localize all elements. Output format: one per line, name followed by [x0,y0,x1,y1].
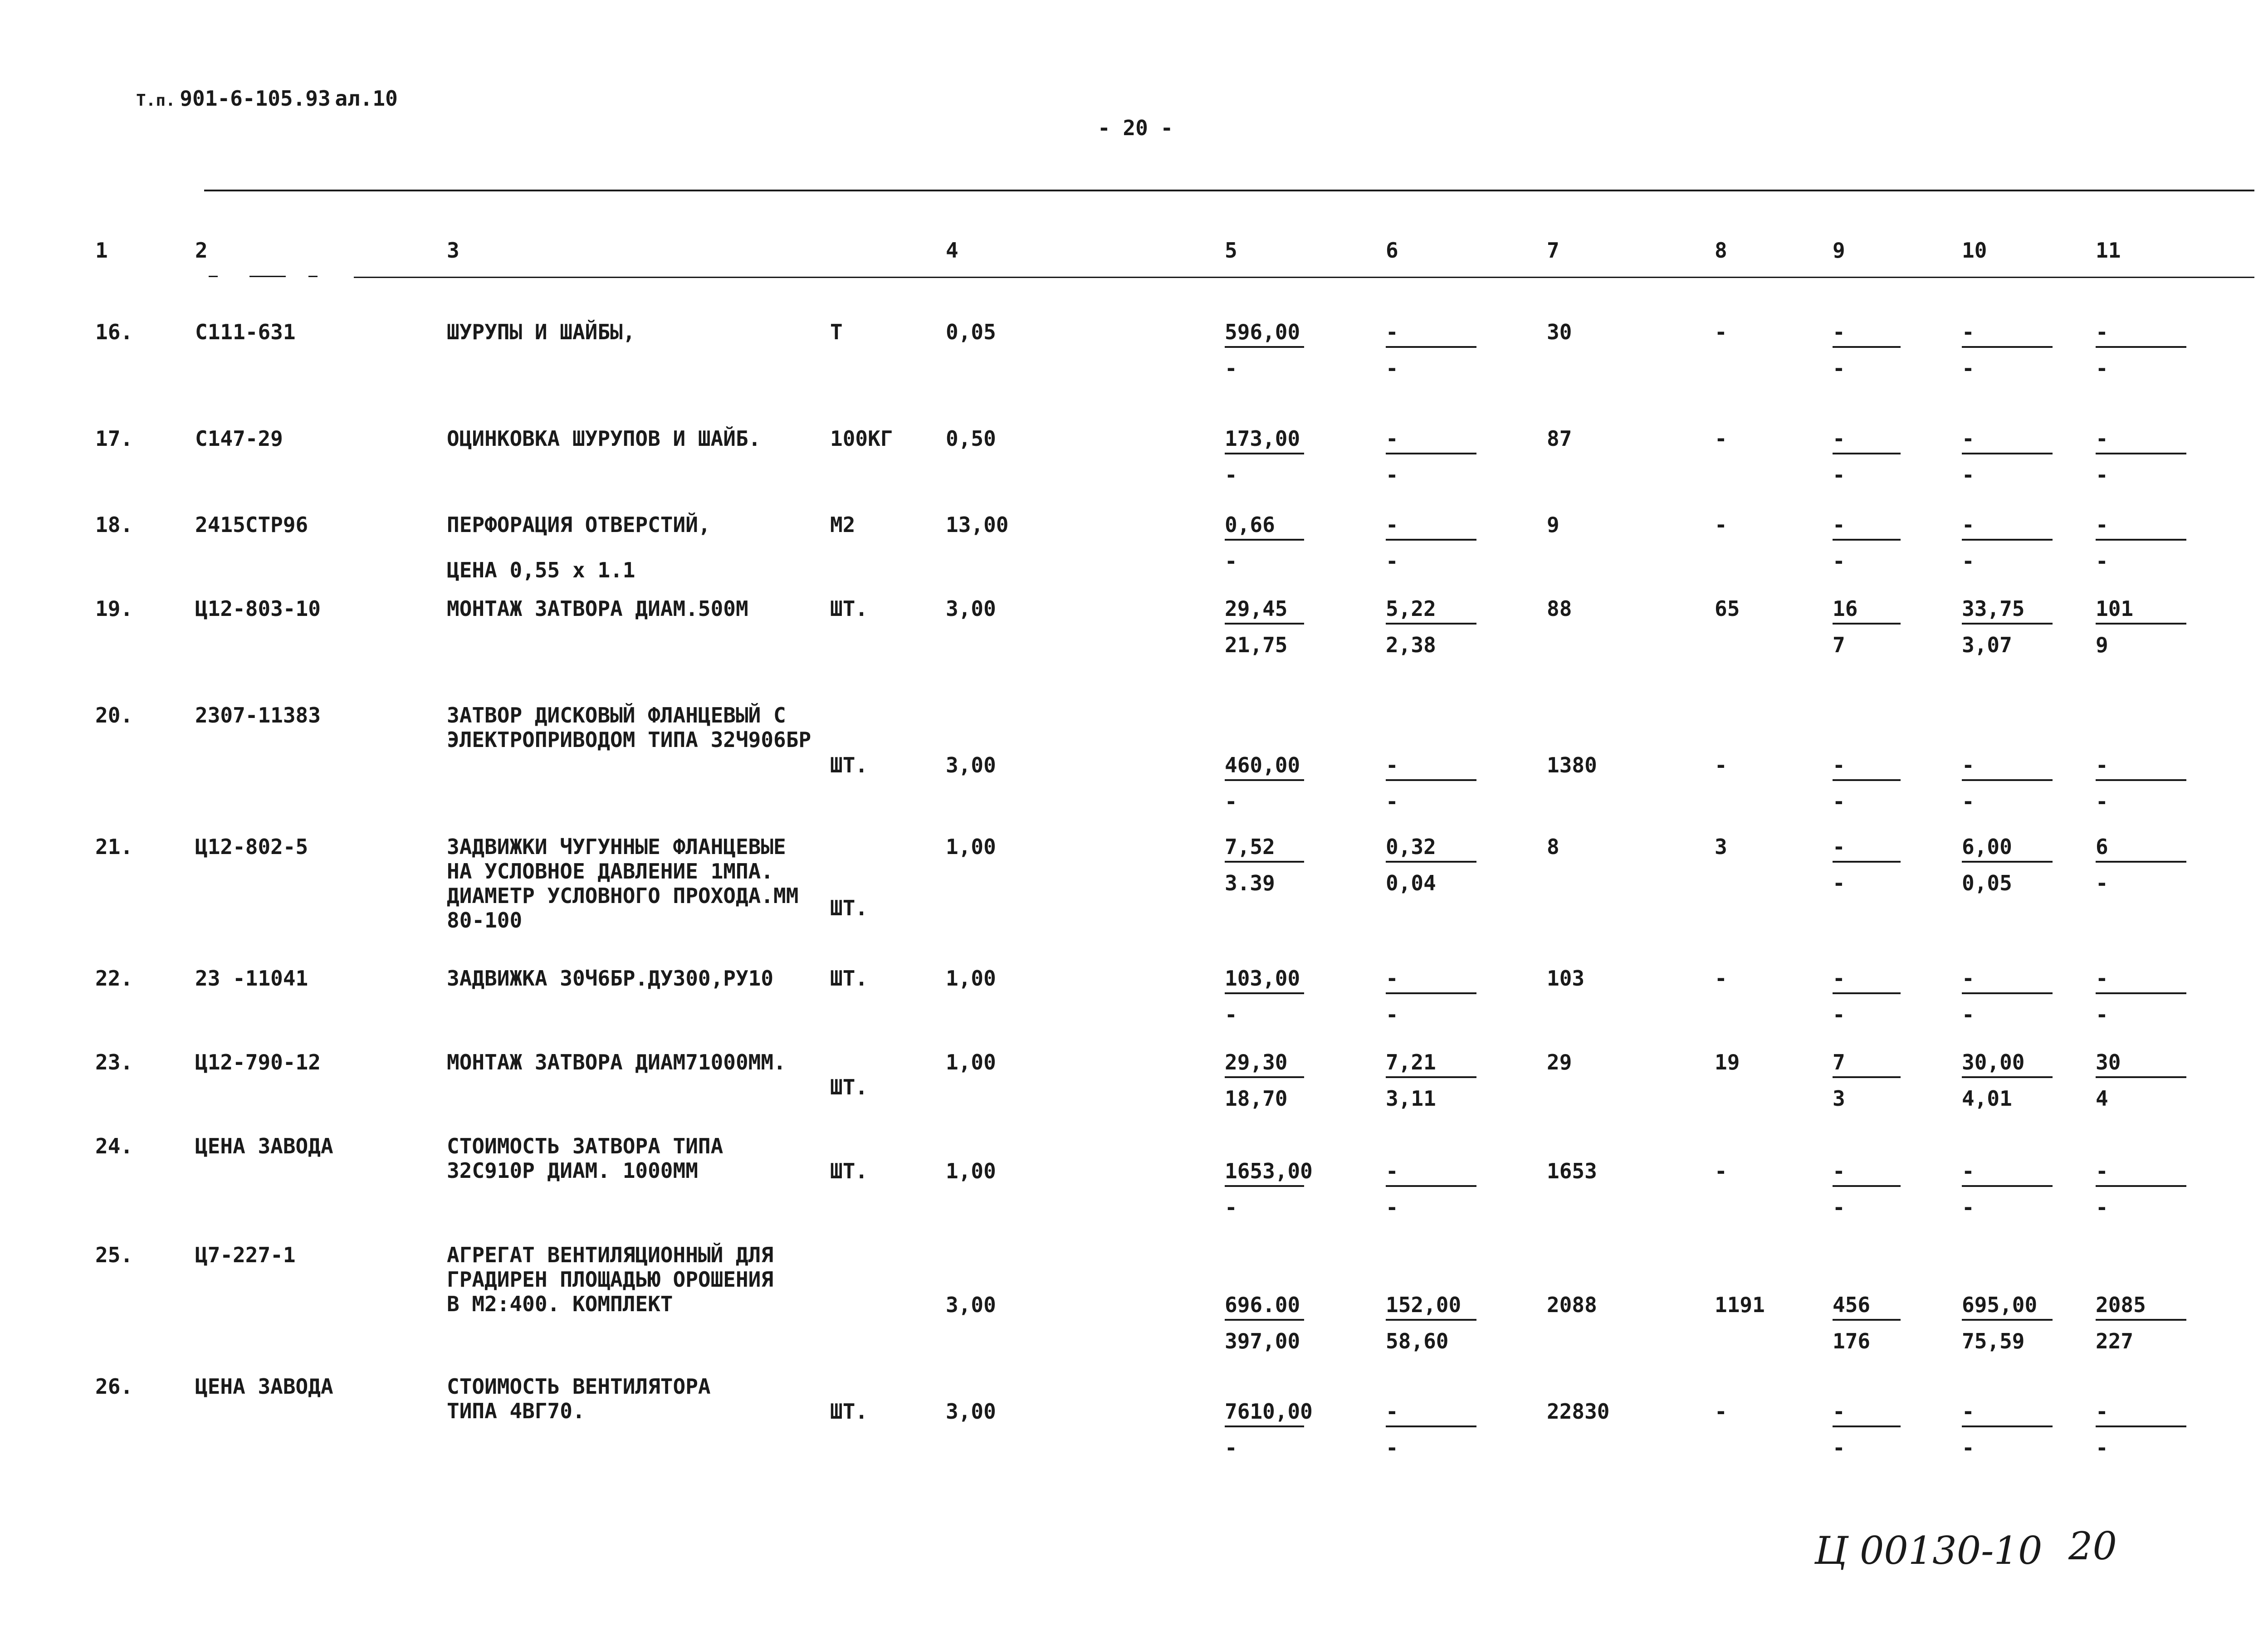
value-c5-sub: 18,70 [1225,1086,1288,1111]
row-number: 16. [95,320,133,344]
value-c9-sub: - [1833,1195,1845,1220]
value-c5-sub: 3.39 [1225,871,1275,895]
value-c6-sub: - [1386,789,1398,814]
fraction-line-c11 [2096,453,2186,454]
value-c9-sub: - [1833,789,1845,814]
value-c8: 1191 [1715,1293,1765,1317]
value-c11-sub: - [2096,463,2108,487]
value-c10-sub: - [1962,549,1975,573]
value-c9: - [1833,753,1845,777]
value-c5: 596,00 [1225,320,1300,344]
value-c7: 87 [1547,426,1572,451]
value-c11-sub: 4 [2096,1086,2108,1111]
handwritten-page: 20 [2068,1524,2117,1568]
fraction-line-c11 [2096,1425,2186,1427]
value-c5: 696.00 [1225,1293,1300,1317]
fraction-line-c11 [2096,1319,2186,1321]
sheet-label: ал.10 [335,86,398,111]
value-c7: 2088 [1547,1293,1597,1317]
value-c8: - [1715,426,1727,451]
value-c11: - [2096,1159,2108,1183]
value-c8: 65 [1715,596,1740,621]
fraction-line-c10 [1962,539,2053,541]
value-c8: 3 [1715,835,1727,859]
value-c5-sub: - [1225,549,1237,573]
value-c7: 9 [1547,513,1559,537]
value-c10-sub: - [1962,463,1975,487]
row-number: 18. [95,513,133,537]
value-c6: - [1386,426,1398,451]
unit-of-measure: ШТ. [830,896,868,920]
value-c10-sub: 75,59 [1962,1329,2025,1353]
value-c8: - [1715,320,1727,344]
value-c5-sub: - [1225,789,1237,814]
fraction-line-c10 [1962,1185,2053,1187]
value-c11: - [2096,426,2108,451]
work-description: ШУРУПЫ И ШАЙБЫ, [447,320,635,344]
work-description: ЗАТВОР ДИСКОВЫЙ ФЛАНЦЕВЫЙ С [447,703,786,727]
header-rule [354,277,2254,278]
fraction-line-c9 [1833,453,1901,454]
value-c10-sub: - [1962,1435,1975,1460]
value-c5-sub: 397,00 [1225,1329,1300,1353]
column-number-9: 9 [1833,238,1845,263]
price-code: Ц12-790-12 [195,1050,321,1074]
unit-of-measure: ШТ. [830,1399,868,1424]
value-c11: - [2096,1399,2108,1424]
value-c11: 2085 [2096,1293,2146,1317]
value-c10: - [1962,320,1975,344]
fraction-line-c10 [1962,779,2053,781]
value-c11: - [2096,753,2108,777]
designation: 901-6-105.93 [180,86,331,111]
row-number: 24. [95,1134,133,1158]
fraction-line-c6 [1386,1425,1476,1427]
fraction-line-c10 [1962,1076,2053,1078]
fraction-line-c10 [1962,453,2053,454]
header-rule-dash [249,276,286,277]
fraction-line-c5 [1225,1076,1304,1078]
value-c10: - [1962,426,1975,451]
value-c6: 152,00 [1386,1293,1461,1317]
row-number: 21. [95,835,133,859]
fraction-line-c6 [1386,346,1476,348]
value-c10: - [1962,753,1975,777]
value-c11: 101 [2096,596,2134,621]
column-number-4: 4 [946,238,958,263]
value-c9: - [1833,1159,1845,1183]
quantity: 0,05 [946,320,996,344]
fraction-line-c6 [1386,992,1476,994]
value-c5: 173,00 [1225,426,1300,451]
fraction-line-c9 [1833,1425,1901,1427]
value-c9: 456 [1833,1293,1871,1317]
row-number: 19. [95,596,133,621]
value-c6-sub: 2,38 [1386,633,1436,657]
header-rule-dash [209,276,218,277]
top-rule [204,190,2254,191]
quantity: 3,00 [946,1399,996,1424]
unit-of-measure: ШТ. [830,1159,868,1183]
fraction-line-c10 [1962,623,2053,625]
row-number: 25. [95,1243,133,1267]
fraction-line-c10 [1962,861,2053,863]
column-number-6: 6 [1386,238,1398,263]
value-c6-sub: - [1386,1435,1398,1460]
fraction-line-c9 [1833,779,1901,781]
fraction-line-c10 [1962,346,2053,348]
value-c5: 103,00 [1225,966,1300,991]
value-c5: 7610,00 [1225,1399,1313,1424]
column-number-5: 5 [1225,238,1237,263]
value-c6: - [1386,1399,1398,1424]
value-c10: - [1962,513,1975,537]
value-c7: 1380 [1547,753,1597,777]
value-c9-sub: - [1833,1002,1845,1027]
value-c9: - [1833,513,1845,537]
value-c10: - [1962,1399,1975,1424]
unit-of-measure: ШТ. [830,1075,868,1099]
value-c9: - [1833,835,1845,859]
value-c9-sub: - [1833,463,1845,487]
value-c6-sub: 58,60 [1386,1329,1449,1353]
value-c11-sub: 9 [2096,633,2108,657]
value-c10: - [1962,966,1975,991]
value-c8: - [1715,1399,1727,1424]
value-c7: 8 [1547,835,1559,859]
work-description: МОНТАЖ ЗАТВОРА ДИАМ71000ММ. [447,1050,786,1074]
value-c10-sub: 0,05 [1962,871,2012,895]
work-description: ОЦИНКОВКА ШУРУПОВ И ШАЙБ. [447,426,761,451]
value-c6: - [1386,1159,1398,1183]
fraction-line-c5 [1225,453,1304,454]
value-c11-sub: - [2096,1002,2108,1027]
value-c11: 30 [2096,1050,2121,1074]
value-c9-sub: 7 [1833,633,1845,657]
price-code: ЦЕНА ЗАВОДА [195,1134,333,1158]
unit-of-measure: Т [830,320,843,344]
value-c6: - [1386,320,1398,344]
work-description: АГРЕГАТ ВЕНТИЛЯЦИОННЫЙ ДЛЯ [447,1243,774,1267]
value-c9-sub: - [1833,1435,1845,1460]
quantity: 1,00 [946,1050,996,1074]
value-c9: - [1833,966,1845,991]
row-number: 22. [95,966,133,991]
fraction-line-c11 [2096,1185,2186,1187]
quantity: 3,00 [946,596,996,621]
value-c9: 16 [1833,596,1858,621]
price-code: Ц7-227-1 [195,1243,296,1267]
value-c10-sub: - [1962,356,1975,381]
work-description: НА УСЛОВНОЕ ДАВЛЕНИЕ 1МПА. [447,859,774,884]
fraction-line-c11 [2096,861,2186,863]
fraction-line-c5 [1225,1319,1304,1321]
page-number: - 20 - [1098,116,1173,140]
price-code: С111-631 [195,320,296,344]
value-c6-sub: - [1386,549,1398,573]
fraction-line-c11 [2096,539,2186,541]
work-description: ДИАМЕТР УСЛОВНОГО ПРОХОДА.ММ [447,884,799,908]
column-number-1: 1 [95,238,108,263]
value-c5-sub: - [1225,356,1237,381]
column-number-7: 7 [1547,238,1559,263]
column-number-10: 10 [1962,238,1987,263]
value-c6: 0,32 [1386,835,1436,859]
row-number: 17. [95,426,133,451]
value-c5: 7,52 [1225,835,1275,859]
price-code: Ц12-802-5 [195,835,308,859]
price-code: С147-29 [195,426,283,451]
value-c10-sub: - [1962,1002,1975,1027]
value-c6-sub: - [1386,1195,1398,1220]
work-description: СТОИМОСТЬ ЗАТВОРА ТИПА [447,1134,723,1158]
value-c9-sub: - [1833,356,1845,381]
work-description: ЗАДВИЖКА 30Ч6БР.ДУ300,РУ10 [447,966,774,991]
value-c5: 29,30 [1225,1050,1288,1074]
quantity: 1,00 [946,966,996,991]
value-c6-sub: 3,11 [1386,1086,1436,1111]
designation-prefix: Т.п. [136,91,176,110]
value-c5: 460,00 [1225,753,1300,777]
fraction-line-c6 [1386,453,1476,454]
row-number: 20. [95,703,133,727]
fraction-line-c11 [2096,1076,2186,1078]
value-c10-sub: - [1962,789,1975,814]
value-c8: - [1715,753,1727,777]
price-code: 2307-11383 [195,703,321,727]
fraction-line-c10 [1962,1319,2053,1321]
work-description: МОНТАЖ ЗАТВОРА ДИАМ.500М [447,596,748,621]
column-number-8: 8 [1715,238,1727,263]
value-c10: 695,00 [1962,1293,2038,1317]
unit-of-measure: ШТ. [830,753,868,777]
header-rule-dash [308,276,318,277]
value-c10: 6,00 [1962,835,2012,859]
unit-of-measure: ШТ. [830,596,868,621]
quantity: 0,50 [946,426,996,451]
fraction-line-c11 [2096,992,2186,994]
value-c9: - [1833,320,1845,344]
handwritten-code: Ц 00130-10 [1814,1528,2043,1573]
value-c6: 7,21 [1386,1050,1436,1074]
value-c11-sub: - [2096,549,2108,573]
value-c11-sub: - [2096,356,2108,381]
quantity: 3,00 [946,1293,996,1317]
fraction-line-c6 [1386,1319,1476,1321]
value-c9-sub: - [1833,871,1845,895]
quantity: 13,00 [946,513,1009,537]
fraction-line-c9 [1833,623,1901,625]
value-c6: - [1386,753,1398,777]
work-description: ЗАДВИЖКИ ЧУГУННЫЕ ФЛАНЦЕВЫЕ [447,835,786,859]
value-c9-sub: 3 [1833,1086,1845,1111]
quantity: 1,00 [946,1159,996,1183]
value-c6-sub: - [1386,463,1398,487]
value-c5-sub: - [1225,1002,1237,1027]
value-c5-sub: - [1225,1195,1237,1220]
fraction-line-c9 [1833,539,1901,541]
price-code: ЦЕНА ЗАВОДА [195,1374,333,1399]
fraction-line-c10 [1962,992,2053,994]
work-description: 80-100 [447,908,523,932]
fraction-line-c9 [1833,861,1901,863]
value-c11: - [2096,320,2108,344]
value-c11-sub: - [2096,1435,2108,1460]
document-header [136,86,398,111]
value-c8: - [1715,1159,1727,1183]
value-c11-sub: - [2096,871,2108,895]
price-code: Ц12-803-10 [195,596,321,621]
fraction-line-c11 [2096,346,2186,348]
column-number-2: 2 [195,238,208,263]
fraction-line-c6 [1386,1185,1476,1187]
value-c7: 22830 [1547,1399,1610,1424]
price-code: 2415СТР96 [195,513,308,537]
value-c9: - [1833,1399,1845,1424]
value-c6: 5,22 [1386,596,1436,621]
value-c11-sub: - [2096,789,2108,814]
quantity: 3,00 [946,753,996,777]
fraction-line-c5 [1225,1425,1304,1427]
fraction-line-c5 [1225,623,1304,625]
fraction-line-c9 [1833,1076,1901,1078]
value-c11: - [2096,513,2108,537]
value-c11-sub: - [2096,1195,2108,1220]
value-c9: 7 [1833,1050,1845,1074]
value-c6-sub: 0,04 [1386,871,1436,895]
value-c7: 103 [1547,966,1585,991]
fraction-line-c9 [1833,1319,1901,1321]
work-description: ТИПА 4ВГ70. [447,1399,585,1423]
work-description: СТОИМОСТЬ ВЕНТИЛЯТОРА [447,1374,711,1399]
row-number: 23. [95,1050,133,1074]
value-c9-sub: 176 [1833,1329,1871,1353]
row-number: 26. [95,1374,133,1399]
value-c7: 88 [1547,596,1572,621]
value-c11: 6 [2096,835,2108,859]
price-code: 23 -11041 [195,966,308,991]
value-c10: 33,75 [1962,596,2025,621]
fraction-line-c9 [1833,1185,1901,1187]
value-c11: - [2096,966,2108,991]
fraction-line-c5 [1225,861,1304,863]
fraction-line-c10 [1962,1425,2053,1427]
value-c10: - [1962,1159,1975,1183]
value-c10: 30,00 [1962,1050,2025,1074]
value-c7: 1653 [1547,1159,1597,1183]
value-c5-sub: - [1225,463,1237,487]
value-c8: 19 [1715,1050,1740,1074]
unit-of-measure: ШТ. [830,966,868,991]
fraction-line-c5 [1225,1185,1304,1187]
fraction-line-c5 [1225,346,1304,348]
value-c5: 29,45 [1225,596,1288,621]
value-c10-sub: - [1962,1195,1975,1220]
value-c11-sub: 227 [2096,1329,2134,1353]
fraction-line-c5 [1225,779,1304,781]
fraction-line-c11 [2096,623,2186,625]
work-description: ГРАДИРЕН ПЛОЩАДЬЮ ОРОШЕНИЯ [447,1267,774,1292]
value-c8: - [1715,513,1727,537]
value-c6-sub: - [1386,356,1398,381]
value-c5-sub: 21,75 [1225,633,1288,657]
value-c6-sub: - [1386,1002,1398,1027]
value-c9: - [1833,426,1845,451]
value-c6: - [1386,513,1398,537]
fraction-line-c11 [2096,779,2186,781]
fraction-line-c6 [1386,861,1476,863]
fraction-line-c6 [1386,623,1476,625]
work-description: ЦЕНА 0,55 х 1.1 [447,558,635,582]
work-description: ПЕРФОРАЦИЯ ОТВЕРСТИЙ, [447,513,711,537]
work-description: 32С910Р ДИАМ. 1000ММ [447,1158,698,1183]
value-c10-sub: 4,01 [1962,1086,2012,1111]
fraction-line-c5 [1225,539,1304,541]
fraction-line-c6 [1386,779,1476,781]
fraction-line-c6 [1386,1076,1476,1078]
value-c10-sub: 3,07 [1962,633,2012,657]
fraction-line-c5 [1225,992,1304,994]
fraction-line-c9 [1833,992,1901,994]
value-c7: 30 [1547,320,1572,344]
value-c6: - [1386,966,1398,991]
work-description: В М2:400. КОМПЛЕКТ [447,1292,673,1316]
value-c5: 0,66 [1225,513,1275,537]
value-c5-sub: - [1225,1435,1237,1460]
quantity: 1,00 [946,835,996,859]
unit-of-measure: М2 [830,513,855,537]
column-number-3: 3 [447,238,459,263]
fraction-line-c9 [1833,346,1901,348]
value-c9-sub: - [1833,549,1845,573]
value-c7: 29 [1547,1050,1572,1074]
column-number-11: 11 [2096,238,2121,263]
fraction-line-c6 [1386,539,1476,541]
value-c8: - [1715,966,1727,991]
unit-of-measure: 100КГ [830,426,893,451]
value-c5: 1653,00 [1225,1159,1313,1183]
work-description: ЭЛЕКТРОПРИВОДОМ ТИПА 32Ч906БР [447,727,811,752]
